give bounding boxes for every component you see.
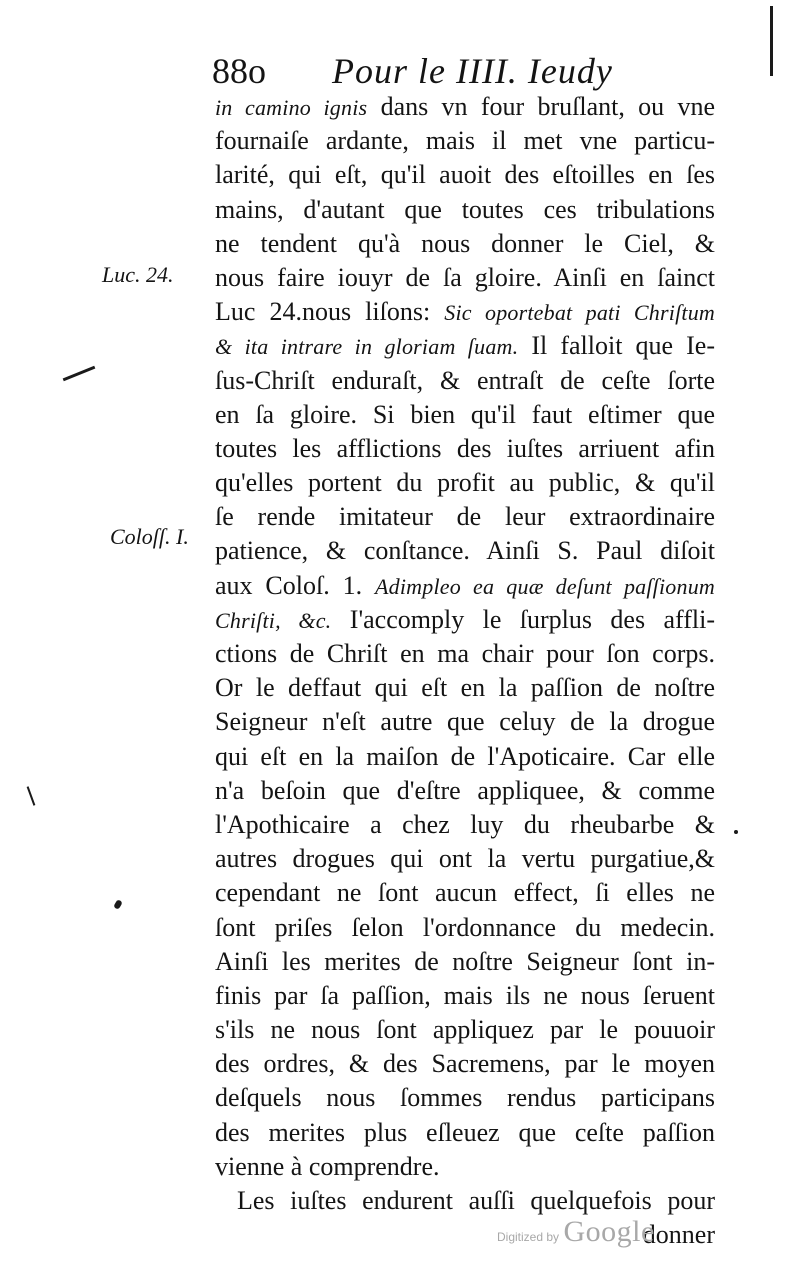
text-line: Luc 24.nous liſons: Sic oportebat pati Chriſtum — [215, 297, 715, 327]
text-line: mains, d'autant que toutes ces tribulations — [215, 194, 715, 224]
text-line: ne tendent qu'à nous donner le Ciel, & — [215, 228, 715, 258]
text-line: autres drogues qui ont la vertu purgatiue,& — [215, 844, 715, 874]
text-line: aux Coloſ. 1. Adimpleo ea quæ deſunt paſſionum — [215, 570, 715, 600]
text-line: des ordres, & des Sacremens, par le moyen — [215, 1049, 715, 1079]
text-line: in camino ignis dans vn four bruſlant, ou vne — [215, 92, 715, 121]
margin-note-luke: Luc. 24. — [102, 262, 174, 287]
page-number: 88o — [212, 51, 266, 91]
text-line: s'ils ne nous ſont appliquez par le pouuoir — [215, 1015, 715, 1045]
text-line: nous faire iouyr de ſa gloire. Ainſi en ſainct — [215, 262, 715, 292]
text-line: patience, & conſtance. Ainſi S. Paul diſoit — [215, 536, 715, 566]
text-line: fournaiſe ardante, mais il met vne particu- — [215, 126, 715, 156]
text-line: en ſa gloire. Si bien qu'il faut eſtimer que — [215, 399, 715, 429]
text-line: ſus-Chriſt enduraſt, & entraſt de ceſte ſorte — [215, 365, 715, 395]
text-line: larité, qui eſt, qu'il auoit des eſtoilles en ſes — [215, 160, 715, 190]
text-line: cependant ne ſont aucun effect, ſi elles ne — [215, 878, 715, 908]
text-line: n'a beſoin que d'eſtre appliquee, & comme — [215, 775, 715, 805]
text-line: Chriſti, &c. I'accomply le ſurplus des affli- — [215, 604, 715, 634]
running-title: Pour le IIII. Ieudy — [332, 51, 613, 91]
text-line: Les iuſtes endurent auſſi quelquefois pour — [237, 1186, 715, 1215]
text-line: ſe rende imitateur de leur extraordinaire — [215, 502, 715, 532]
google-logo: Google — [563, 1215, 655, 1248]
digitization-watermark — [497, 1215, 655, 1249]
text-line: Or le deffaut qui eſt en la paſſion de noſtre — [215, 673, 715, 703]
watermark-digitized-by: Digitized by — [497, 1230, 560, 1244]
body-text — [215, 90, 715, 1252]
text-line: ctions de Chriſt en ma chair pour ſon corps. — [215, 639, 715, 668]
text-line: l'Apothicaire a chez luy du rheubarbe & — [215, 809, 715, 839]
page-edge-rule — [770, 6, 773, 76]
text-line: toutes les afflictions des iuſtes arriuent afin — [215, 433, 715, 463]
text-line: Ainſi les merites de noſtre Seigneur ſont in- — [215, 946, 715, 976]
text-line: vienne à comprendre. — [215, 1151, 440, 1181]
margin-ink-tick — [27, 786, 36, 805]
text-line: des merites plus eſleuez que ceſte paſſion — [215, 1117, 715, 1147]
text-line: finis par ſa paſſion, mais ils ne nous ſeruent — [215, 980, 715, 1010]
text-line: ſont priſes ſelon l'ordonnance du medecin. — [215, 912, 715, 942]
text-line: qu'elles portent du profit au public, & qu'il — [215, 468, 715, 498]
margin-ink-dot — [734, 830, 738, 834]
margin-note-colossians: Coloſſ. I. — [110, 524, 189, 549]
text-line: Seigneur n'eſt autre que celuy de la drogue — [215, 707, 715, 737]
text-line: deſquels nous ſommes rendus participans — [215, 1083, 715, 1113]
margin-ink-blot — [113, 899, 123, 910]
margin-ink-stroke — [63, 366, 96, 382]
text-line: qui eſt en la maiſon de l'Apoticaire. Car elle — [215, 741, 715, 771]
text-line: & ita intrare in gloriam ſuam. Il falloit que Ie- — [215, 331, 715, 361]
catchword: donner — [642, 1220, 715, 1250]
